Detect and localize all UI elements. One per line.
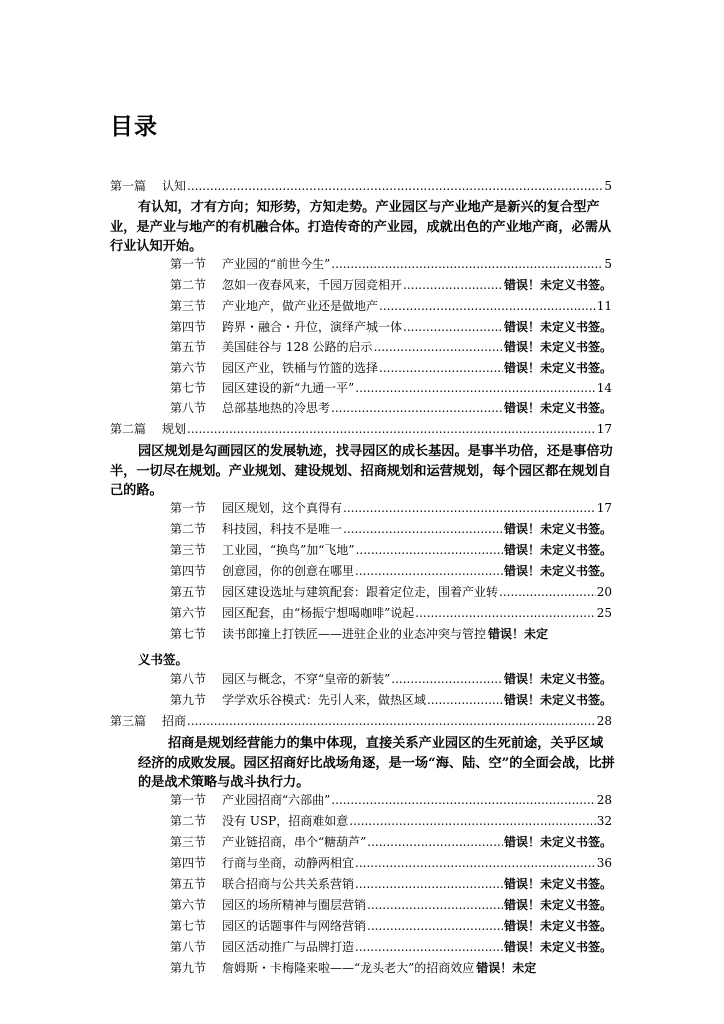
- toc-section[interactable]: [170, 920, 612, 932]
- part-label: 第三篇: [110, 714, 147, 728]
- bookmark-error: 错误！未定义书签。: [503, 835, 612, 849]
- section-label: 第一节: [170, 257, 207, 271]
- section-label: 第四节: [170, 856, 207, 870]
- dot-leader: [356, 544, 503, 556]
- section-label: 第三节: [170, 835, 207, 849]
- toc-section[interactable]: [170, 941, 612, 953]
- section-label: 第八节: [170, 401, 207, 415]
- section-title: 产业园的“前世今生”: [222, 257, 331, 271]
- toc-section[interactable]: [170, 300, 612, 312]
- section-label: 第九节: [170, 961, 207, 975]
- section-title: 产业园招商“六部曲”: [222, 793, 331, 807]
- section-label: 第七节: [170, 627, 207, 641]
- bookmark-error: 错误！未定: [476, 961, 537, 975]
- section-title: 美国硅谷与 128 公路的启示: [222, 340, 373, 354]
- toc-part-1[interactable]: [110, 180, 612, 192]
- section-label: 第四节: [170, 320, 207, 334]
- part-page-number: 17: [596, 422, 612, 436]
- section-label: 第五节: [170, 877, 207, 891]
- part-page-number: 28: [596, 714, 612, 728]
- dot-leader: [331, 794, 595, 806]
- section-label: 第一节: [170, 501, 207, 515]
- toc-section[interactable]: [170, 402, 612, 414]
- section-page-number: 32: [596, 814, 612, 828]
- bookmark-error: 错误！未定: [488, 627, 549, 641]
- part-summary: 园区规划是勾画园区的发展轨迹，找寻园区的成长基因。是事半功倍，还是事倍功半，一切尽在规划。产业规划、建设规划、招商规划和运营规划，每个园区都在规划自己的路。: [110, 444, 613, 499]
- page-title: 目录: [110, 113, 158, 140]
- section-page-number: 20: [596, 585, 612, 599]
- bookmark-error: 错误！未定义书签。: [503, 940, 612, 954]
- part-title: 认知: [162, 179, 187, 193]
- toc-section[interactable]: [170, 628, 612, 640]
- dot-leader: [403, 321, 503, 333]
- dot-leader: [187, 715, 596, 727]
- section-title: 读书郎撞上打铁匠——进驻企业的业态冲突与管控: [222, 627, 487, 641]
- bookmark-error: 错误！未定义书签。: [503, 522, 612, 536]
- toc-section[interactable]: [170, 673, 612, 685]
- section-title: 忽如一夜春风来，千园万园竞相开: [222, 278, 403, 292]
- toc-section[interactable]: [170, 279, 612, 291]
- dot-leader: [367, 920, 503, 932]
- section-title: 工业园，“换鸟”加“飞地”: [222, 543, 355, 557]
- part-label: 第一篇: [110, 179, 147, 193]
- section-label: 第八节: [170, 672, 207, 686]
- dot-leader: [355, 878, 503, 890]
- section-title: 行商与坐商，动静两相宜: [222, 856, 355, 870]
- bookmark-error: 错误！未定义书签。: [503, 278, 612, 292]
- bookmark-error: 错误！未定义书签。: [503, 672, 612, 686]
- section-label: 第五节: [170, 340, 207, 354]
- toc-section[interactable]: [170, 794, 612, 806]
- section-title: 园区产业，铁桶与竹篮的选择: [222, 361, 379, 375]
- section-label: 第九节: [170, 693, 207, 707]
- part-page-number: 5: [604, 179, 612, 193]
- section-title: 产业地产，做产业还是做地产: [222, 299, 379, 313]
- section-label: 第六节: [170, 606, 207, 620]
- section-title: 园区的场所精神与圈层营销: [222, 898, 367, 912]
- dot-leader: [403, 279, 503, 291]
- dot-leader: [499, 586, 596, 598]
- section-title: 园区建设选址与建筑配套：跟着定位走，围着产业转: [222, 585, 499, 599]
- section-title: 联合招商与公共关系营销: [222, 877, 355, 891]
- section-title: 跨界・融合・升位，演绎产城一体: [222, 320, 403, 334]
- toc-section[interactable]: [170, 341, 612, 353]
- toc-part-3[interactable]: [110, 715, 612, 727]
- bookmark-error: 错误！未定义书签。: [503, 693, 612, 707]
- section-page-number: 11: [596, 299, 612, 313]
- dot-leader: [343, 502, 596, 514]
- section-label: 第一节: [170, 793, 207, 807]
- toc-section[interactable]: [170, 362, 612, 374]
- section-title: 没有 USP，招商难如意: [222, 814, 349, 828]
- bookmark-error: 错误！未定义书签。: [503, 919, 612, 933]
- section-continuation: 义书签。: [138, 652, 189, 667]
- bookmark-error: 错误！未定义书签。: [503, 401, 612, 415]
- section-page-number: 14: [596, 381, 612, 395]
- dot-leader: [187, 180, 603, 192]
- dot-leader: [187, 423, 596, 435]
- section-label: 第二节: [170, 278, 207, 292]
- section-page-number: 28: [596, 793, 612, 807]
- section-title: 产业链招商，串个“糖葫芦”: [222, 835, 367, 849]
- section-label: 第七节: [170, 919, 207, 933]
- section-page-number: 5: [604, 257, 612, 271]
- bookmark-error: 错误！未定义书签。: [503, 564, 612, 578]
- bookmark-error: 错误！未定义书签。: [503, 543, 612, 557]
- dot-leader: [355, 857, 596, 869]
- section-title: 园区活动推广与品牌打造: [222, 940, 355, 954]
- toc-section[interactable]: [170, 586, 612, 598]
- toc-section[interactable]: [170, 857, 612, 869]
- toc-part-2[interactable]: [110, 423, 612, 435]
- section-label: 第五节: [170, 585, 207, 599]
- section-label: 第六节: [170, 361, 207, 375]
- section-title: 创意园，你的创意在哪里: [222, 564, 355, 578]
- toc-section[interactable]: [170, 899, 612, 911]
- part-label: 第二篇: [110, 422, 147, 436]
- section-label: 第四节: [170, 564, 207, 578]
- part-title: 招商: [162, 714, 187, 728]
- section-page-number: 17: [596, 501, 612, 515]
- toc-section[interactable]: [170, 694, 612, 706]
- bookmark-error: 错误！未定义书签。: [503, 361, 612, 375]
- toc-section[interactable]: [170, 878, 612, 890]
- section-title: 园区规划，这个真得有: [222, 501, 343, 515]
- dot-leader: [331, 258, 603, 270]
- section-title: 科技园，科技不是唯一: [222, 522, 343, 536]
- dot-leader: [379, 300, 596, 312]
- dot-leader: [355, 941, 503, 953]
- part-summary: 有认知，才有方向；知形势，方知走势。产业园区与产业地产是新兴的复合型产业，是产业与地产的有机融合体。打造传奇的产业园，成就出色的产业地产商，必需从行业认知开始。: [110, 200, 612, 255]
- bookmark-error: 错误！未定义书签。: [503, 877, 612, 891]
- toc-section[interactable]: [170, 321, 612, 333]
- section-title: 园区配套，由“杨振宁想喝咖啡”说起: [222, 606, 415, 620]
- toc-section[interactable]: [170, 815, 612, 827]
- toc-section[interactable]: [170, 565, 612, 577]
- section-label: 第二节: [170, 814, 207, 828]
- dot-leader: [367, 899, 503, 911]
- section-title: 詹姆斯・卡梅隆来啦——“龙头老大”的招商效应: [222, 961, 475, 975]
- section-title: 园区与概念，不穿“皇帝的新装”: [222, 672, 391, 686]
- section-label: 第三节: [170, 299, 207, 313]
- dot-leader: [343, 523, 503, 535]
- section-title: 学学欢乐谷模式：先引人来，做热区域: [222, 693, 427, 707]
- toc-section[interactable]: [170, 258, 612, 270]
- toc-section[interactable]: [170, 502, 612, 514]
- section-label: 第二节: [170, 522, 207, 536]
- dot-leader: [415, 607, 595, 619]
- toc-section[interactable]: [170, 836, 612, 848]
- toc-section[interactable]: [170, 382, 612, 394]
- part-title: 规划: [162, 422, 187, 436]
- dot-leader: [367, 836, 503, 848]
- section-title: 园区建设的新“九通一平”: [222, 381, 355, 395]
- bookmark-error: 错误！未定义书签。: [503, 340, 612, 354]
- toc-section[interactable]: [170, 962, 612, 974]
- bookmark-error: 错误！未定义书签。: [503, 320, 612, 334]
- bookmark-error: 错误！未定义书签。: [503, 898, 612, 912]
- section-page-number: 36: [596, 856, 612, 870]
- dot-leader: [379, 362, 503, 374]
- section-label: 第八节: [170, 940, 207, 954]
- dot-leader: [355, 382, 595, 394]
- section-page-number: 25: [596, 606, 612, 620]
- section-label: 第六节: [170, 898, 207, 912]
- section-title: 园区的话题事件与网络营销: [222, 919, 367, 933]
- dot-leader: [349, 815, 595, 827]
- dot-leader: [331, 402, 503, 414]
- section-label: 第七节: [170, 381, 207, 395]
- dot-leader: [355, 565, 503, 577]
- section-title: 总部基地热的冷思考: [222, 401, 331, 415]
- toc-section[interactable]: [170, 544, 612, 556]
- dot-leader: [391, 673, 503, 685]
- part-summary: 招商是规划经营能力的集中体现，直接关系产业园区的生死前途，关乎区域经济的成败发展。园区招商好比战场角逐，是一场“海、陆、空”的全面会战，比拼的是战术策略与战斗执行力。: [138, 736, 615, 791]
- dot-leader: [374, 341, 503, 353]
- section-label: 第三节: [170, 543, 207, 557]
- toc-section[interactable]: [170, 523, 612, 535]
- toc-section[interactable]: [170, 607, 612, 619]
- dot-leader: [427, 694, 503, 706]
